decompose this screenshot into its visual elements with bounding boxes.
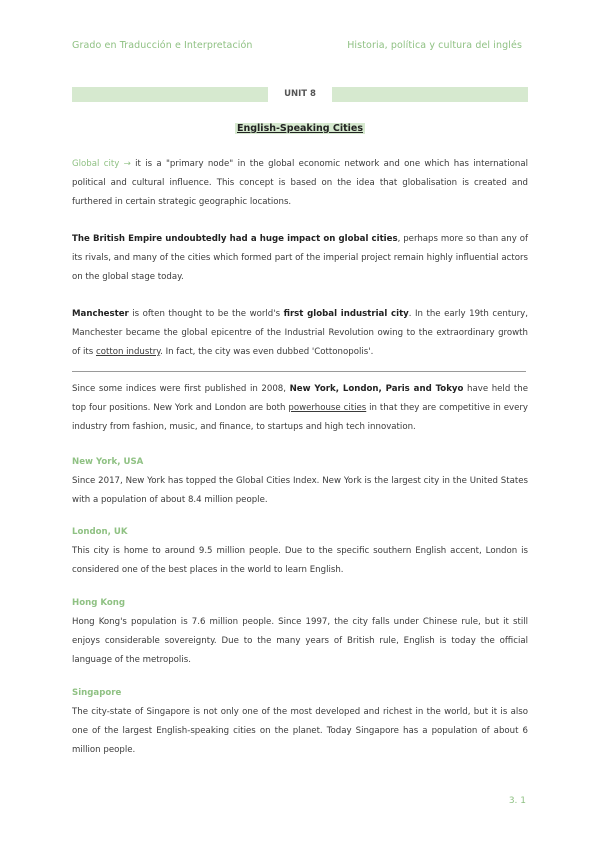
cotton-industry-underline: cotton industry bbox=[95, 347, 161, 357]
city-description: The city-state of Singapore is not only one of the most developed and richest in the world, but it is also one of the largest English-speaking cities on the planet. Today Singapore has a population of about 6 million people. bbox=[72, 707, 528, 755]
manchester-text-1: is often thought to be the world's bbox=[128, 309, 284, 319]
rankings-text-2: have held the top four positions. New York and London are both bbox=[72, 384, 528, 413]
city-section-singapore bbox=[72, 684, 528, 760]
british-empire-text: , perhaps more so than any of its rivals, and many of the cities which formed part of the imperial project remain highly influential actors on the global stage today. bbox=[72, 234, 529, 282]
header-course: Grado en Traducción e Interpretación bbox=[72, 40, 253, 51]
british-empire-paragraph bbox=[72, 230, 528, 287]
city-heading: Singapore bbox=[72, 688, 122, 698]
city-section-new-york bbox=[72, 453, 528, 510]
city-description: Since 2017, New York has topped the Global Cities Index. New York is the largest city in the United States with a population of about 8.4 million people. bbox=[72, 476, 528, 505]
rankings-paragraph bbox=[72, 380, 528, 437]
rankings-text-1: Since some indices were first published in 2008, bbox=[72, 384, 290, 394]
global-city-term: Global city → bbox=[72, 159, 131, 169]
manchester-text-2: . In the early 19th century, Manchester became the global epicentre of the Industrial Revolution owing to the extraordinary growth of its bbox=[72, 309, 528, 357]
page-title-text: English-Speaking Cities bbox=[237, 123, 363, 134]
city-heading: Hong Kong bbox=[72, 598, 126, 608]
global-city-text: it is a "primary node" in the global economic network and one which has international political and cultural influence. This concept is based on the idea that globalisation is created and furthered in certain strategic geographic locations. bbox=[72, 159, 528, 207]
page-title bbox=[0, 123, 600, 134]
section-divider bbox=[72, 371, 526, 372]
unit-banner bbox=[72, 87, 528, 102]
top-cities-bold: New York, London, Paris and Tokyo bbox=[289, 384, 464, 394]
manchester-bold: Manchester bbox=[72, 309, 129, 319]
city-description: Hong Kong's population is 7.6 million people. Since 1997, the city falls under Chinese rule, but it still enjoys considerable sovereignty. Due to the many years of British rule, English is today the official language of the metropolis. bbox=[72, 617, 528, 665]
header-subject: Historia, política y cultura del inglés bbox=[347, 40, 522, 51]
manchester-text-3: . In fact, the city was even dubbed 'Cottonopolis'. bbox=[160, 347, 374, 357]
rankings-text-3: in that they are competitive in every industry from fashion, music, and finance, to startups and high tech innovation. bbox=[72, 403, 528, 432]
city-description: This city is home to around 9.5 million people. Due to the specific southern English accent, London is considered one of the best places in the world to learn English. bbox=[72, 546, 528, 575]
city-heading: New York, USA bbox=[72, 457, 144, 467]
manchester-paragraph bbox=[72, 305, 528, 362]
page-number: 3. 1 bbox=[508, 796, 526, 806]
british-empire-bold: The British Empire undoubtedly had a huge impact on global cities bbox=[72, 234, 398, 244]
global-city-paragraph bbox=[72, 155, 528, 212]
city-heading: London, UK bbox=[72, 527, 128, 537]
city-section-london bbox=[72, 523, 528, 580]
powerhouse-cities-underline: powerhouse cities bbox=[288, 403, 367, 413]
unit-label: UNIT 8 bbox=[268, 87, 332, 102]
city-section-hong-kong bbox=[72, 594, 528, 670]
manchester-bold-2: first global industrial city bbox=[283, 309, 409, 319]
